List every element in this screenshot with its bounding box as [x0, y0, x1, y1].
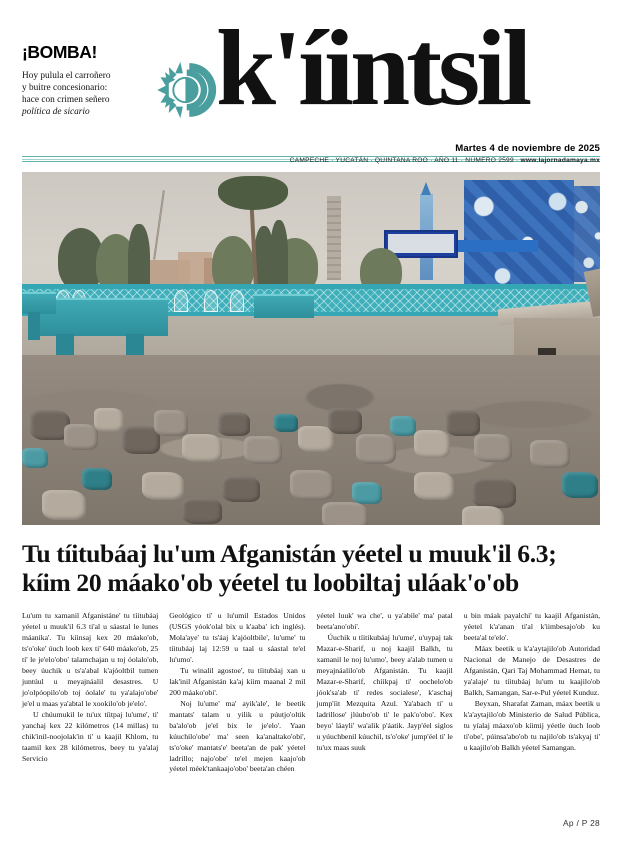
- bomba-kicker: [22, 28, 150, 119]
- bomba-line-3: hace con crimen señero: [22, 95, 110, 106]
- photo-rock-10: [274, 414, 298, 432]
- photo-rock-6: [154, 410, 188, 436]
- photo-credit-page-ref: Ap / P 28: [562, 818, 600, 828]
- photo-bench-left-top: [22, 292, 56, 314]
- photo-rock-21: [290, 470, 334, 500]
- photo-rock-17: [474, 434, 512, 462]
- photo-rock-11: [298, 426, 334, 452]
- photo-rock-12: [328, 408, 362, 434]
- photo-rock-18: [82, 468, 112, 490]
- article-column-2: [169, 611, 305, 775]
- photo-rock-27: [42, 490, 86, 520]
- paragraph: U chúumukil le tu'ux tíitpaj lu'ume', ti' yanchaj kex 22 kilómetros (14 millas) tu chik'inil-noojolak'in ti' u kaajil Khlom, tu taamil kex 28 kilómetros, beey tu ya'alaj Servicio: [22, 709, 159, 763]
- photo-rock-26: [562, 472, 598, 498]
- photo-rock-7: [182, 434, 222, 462]
- bomba-line-2: y buitre concesionario:: [22, 82, 108, 93]
- photo-rock-2: [64, 424, 98, 450]
- paragraph: u bin máak payalchi' tu kaajil Afganistán, yéetel k'a'anan ti'al k'iimbesajo'ob ku beeta'al te'elo'.: [463, 611, 600, 643]
- website-link[interactable]: www.lajornadamaya.mx: [520, 157, 600, 164]
- sun-crescent-logo-icon: [156, 58, 220, 122]
- photo-rock-29: [322, 502, 368, 525]
- photo-rock-5: [22, 448, 48, 468]
- photo-railing-arch-3: [174, 290, 188, 312]
- masthead: [0, 0, 622, 164]
- photo-bench-left-leg: [28, 312, 40, 340]
- photo-rock-23: [414, 472, 454, 500]
- photo-rock-22: [352, 482, 382, 504]
- photo-rock-15: [414, 430, 450, 458]
- photo-lamp-tower: [327, 196, 341, 280]
- headline-line-1: Tu tíitubáaj lu'um Afganistán yéetel u muuk'il 6.3;: [22, 539, 557, 568]
- photo-rock-8: [218, 412, 250, 436]
- photo-rock-3: [94, 408, 124, 432]
- bomba-line-4: política de sicario: [22, 107, 90, 118]
- lead-photo-image: [22, 172, 600, 525]
- photo-blue-band: [458, 240, 538, 252]
- photo-railing-arch-5: [230, 290, 244, 312]
- photo-rock-16: [446, 410, 480, 436]
- photo-tree-7: [270, 220, 288, 294]
- bomba-line-1: Hoy pulula el carroñero: [22, 70, 111, 81]
- paragraph: Noj lu'ume' ma' ayik'ale', le beetik mantats' talam u yilik u púutjo'oltik ba'alo'ob je'el bix le je'elo'. Yaan kúuchilo'obe' ma' seen ka'analtako'obi', ts'o'oke' mantats'e' beeta'an de pak' yéetel ladrillo; najo'obe' te'el mejen kaajo'ob yéetel méek'tankaajo'obo' beeta'an chéen: [169, 698, 306, 774]
- photo-rock-13: [356, 434, 396, 464]
- photo-rock-20: [222, 476, 260, 502]
- photo-rock-25: [530, 440, 570, 468]
- dateline: [290, 143, 600, 164]
- paragraph: Máax beetik u k'a'aytajilo'ob Autoridad Nacional de Manejo de Desastres de Afganistán, Qari Taj Mohammad Hemat, tu ya'alaje' tu tíitubáaj lu'um tu kaajilo'ob Balkh, Samangan, Sar-e-Pul yéetel Kunduz.: [463, 644, 600, 697]
- photo-rock-14: [390, 416, 416, 436]
- article-columns: [22, 611, 600, 775]
- headline-line-2: kíim 20 máako'ob yéetel tu loobiltaj uláak'o'ob: [22, 568, 519, 598]
- photo-rock-19: [142, 472, 184, 500]
- photo-blue-sign-panel: [388, 234, 454, 253]
- page-headline: [22, 539, 600, 597]
- bomba-title: ¡BOMBA!: [22, 42, 97, 62]
- photo-rock-30: [462, 506, 504, 525]
- newspaper-wordmark: k'íintsil: [216, 9, 529, 128]
- paragraph: Geológico ti' u lu'umil Estados Unidos (USGS yóok'olal bix u k'aaba' ich inglés). Mola'aye' tu ts'áaj k'ajóoltbile', lu'ume' tu tíitubáaj laj 12:59 u taal u sáastal te'el lu'umo'.: [169, 611, 306, 665]
- photo-mosque-facade-right: [574, 186, 600, 282]
- article-column-3: [317, 611, 453, 775]
- photo-railing-top-bar: [22, 284, 600, 289]
- publication-date: Martes 4 de noviembre de 2025: [455, 143, 600, 154]
- bomba-verse: [22, 70, 150, 119]
- edition-info: [290, 157, 600, 164]
- paragraph: Beyxan, Sharafat Zaman, máax beetik u k'a'aytajilo'ob Ministerio de Salud Pública, tu yíalaj máaxo'ob kíimij yéetle úuch loob ti'obe', púinsa'abo'ob tu najilo'ob ts'akyaj ti' u kaajilo'ob Balkh yéetel Samangan.: [463, 698, 600, 752]
- article-column-1: [22, 611, 158, 775]
- photo-bench-right-top: [254, 294, 314, 318]
- photo-minaret-cap-icon: [421, 182, 431, 195]
- paragraph: Tu winalil agostoe', tu tíitubáaj xan u lak'inil Afganistán ka'aj kíim maanal 2 mil 200 máako'obi'.: [169, 666, 306, 697]
- edition-regions: CAMPECHE · YUCATÁN · QUINTANA ROO · AÑO 11 · NÚMERO 2599 ·: [289, 157, 521, 164]
- photo-rock-28: [182, 498, 222, 524]
- lead-photo: [22, 172, 600, 525]
- paragraph: yéetel luuk' wa che', u ya'abile' ma' patal beeta'ano'obi'.: [316, 611, 453, 632]
- brand-block: [156, 9, 600, 128]
- paragraph: Úuchik u tíitikubáaj lu'ume', u'uypaj tak Mazar-e-Sharif, u noj kaajil Balkh, tu xamanil le noj lu'umo', beey a'alab tumen u meyajnáalilo'ob Afganistán. Tu kaajil Mazar-e-Sharif, chíikpaj ti' oochelo'ob jóok'sa'ab ti' redes socialese', k'aschaj jump'íit Mezquita Azul. Ya'abach ti' u ladrillose' jlúubo'ob ti' le pak'o'obo'. Kex beyo' láayli' wa'alik p'áatik. Jayp'éel siglos u yúuchbenil kúuchil, ts'o'oke' jump'éel ti' le tu'ux maas suuk: [316, 633, 453, 752]
- article-column-4: [464, 611, 600, 775]
- photo-palm-fronds: [218, 176, 288, 210]
- photo-railing-arch-4: [204, 290, 218, 312]
- photo-rock-24: [472, 478, 516, 508]
- paragraph: Lu'um tu xamanil Afganistáne' tu tíitubáaj yéetel u muuk'il 6.3 ti'al u sáastal le lunes máanika'. Tu kíinsaj kex 20 máako'ob, ts'o'oke' úuch loob kex ti' 640 máako'ob, 25 ti' le je'elo'obo' talamchajan u toj óolalo'ob, beey úuchik u ts'a'abal k'ajóoltbil tumen juntúul u meyajnáalil desastres. U jo'olpóopilo'ob toj óolale' tu ya'alajo'obe' je'el u maas ya'abtal le xookilo'ob je'elo'.: [22, 611, 159, 708]
- photo-rock-9: [244, 436, 282, 464]
